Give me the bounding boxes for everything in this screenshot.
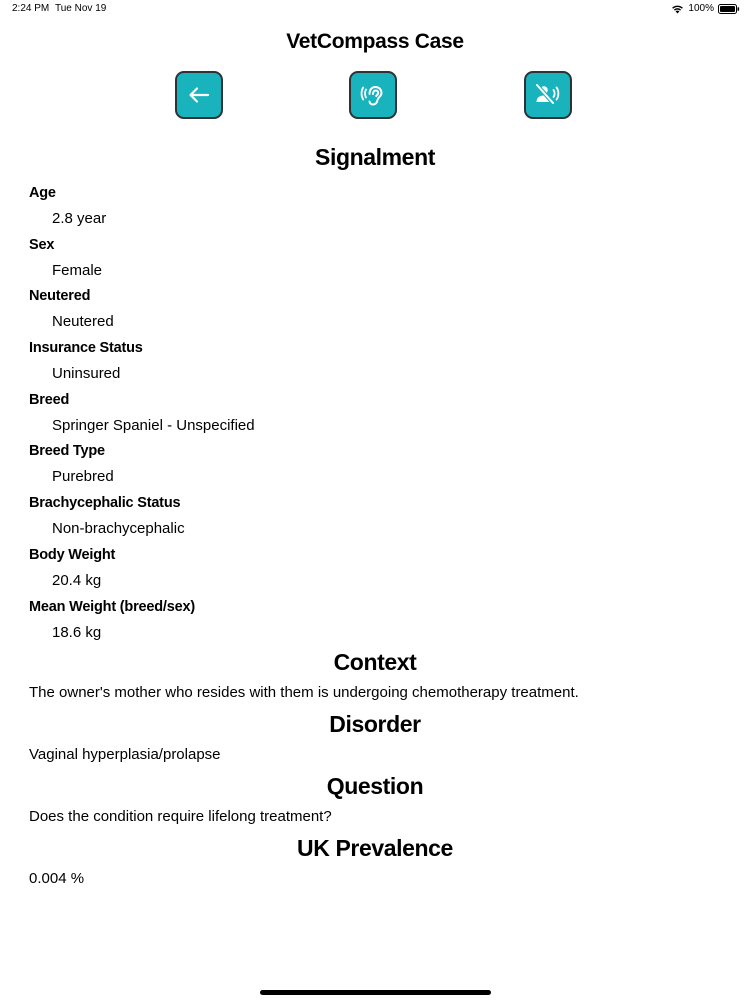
field-label: Insurance Status [29,340,143,357]
battery-icon [718,4,740,14]
status-time: 2:24 PM [12,3,50,14]
disorder-heading: Disorder [329,711,421,738]
field-label: Body Weight [29,546,116,563]
field-value: Purebred [52,468,114,486]
ear-listen-icon [360,82,386,108]
field-breed [29,387,721,439]
field-breed-type [29,438,721,490]
field-value: Springer Spaniel - Unspecified [52,416,255,434]
field-label: Age [29,185,56,201]
field-label: Brachycephalic Status [29,495,181,512]
field-sex [29,232,721,284]
home-indicator[interactable] [260,990,491,995]
status-date: Tue Nov 19 [55,3,107,14]
wifi-icon [671,4,684,14]
field-label: Breed Type [29,443,105,460]
prevalence-value: 0.004 % [29,870,85,888]
case-content [29,140,721,893]
field-insurance-status [29,335,721,387]
battery-percent: 100% [688,3,714,14]
field-mean-weight [29,594,721,646]
field-value: Uninsured [52,365,121,383]
field-value: Female [52,261,103,279]
signalment-list [29,180,721,645]
context-heading: Context [333,649,417,676]
field-value: 18.6 kg [52,623,102,641]
status-bar [0,0,750,18]
mute-speech-button[interactable] [524,71,572,119]
field-label: Neutered [29,288,91,305]
field-value: Non-brachycephalic [52,520,185,538]
field-value: Neutered [52,313,114,331]
field-label: Mean Weight (breed/sex) [29,598,195,615]
field-age [29,180,721,232]
question-text: Does the condition require lifelong treatment? [29,808,332,826]
field-value: 2.8 year [52,210,107,227]
signalment-heading: Signalment [315,144,435,170]
status-indicators [671,0,740,18]
listen-button[interactable] [349,71,397,119]
field-label: Sex [29,236,55,253]
toolbar [0,71,750,119]
page-title: VetCompass Case [286,30,464,53]
field-value: 20.4 kg [52,571,102,589]
field-brachycephalic-status [29,490,721,542]
prevalence-heading: UK Prevalence [297,835,453,862]
arrow-left-icon [188,86,210,104]
disorder-text: Vaginal hyperplasia/prolapse [29,746,221,764]
field-label: Breed [29,391,70,408]
context-text: The owner's mother who resides with them is undergoing chemotherapy treatment. [29,684,579,702]
question-heading: Question [326,773,424,800]
speaker-mute-icon [534,82,562,108]
back-button[interactable] [175,71,223,119]
field-neutered [29,283,721,335]
field-body-weight [29,542,721,594]
